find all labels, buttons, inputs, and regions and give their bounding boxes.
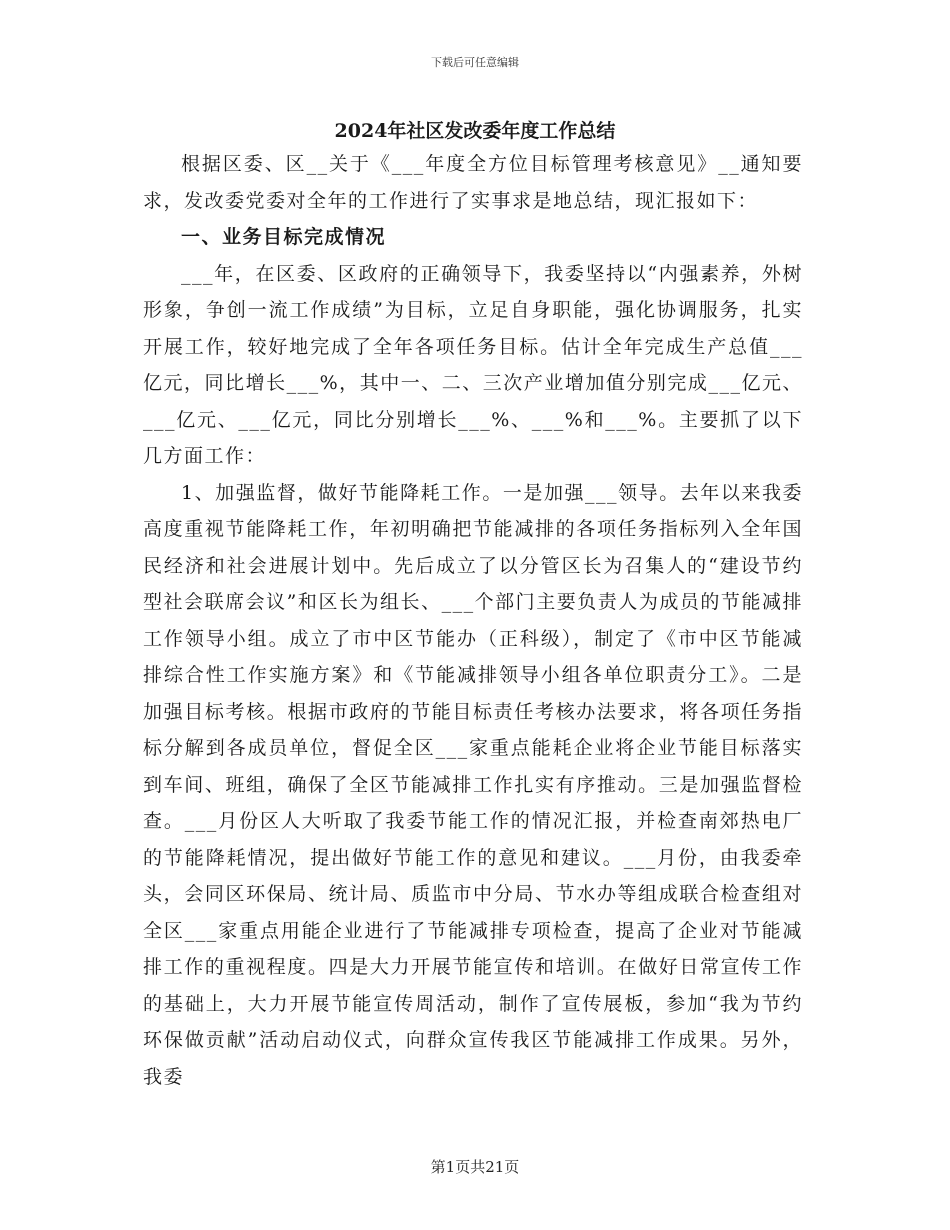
document-title: 2024年社区发改委年度工作总结: [334, 120, 616, 142]
paragraph-goals-summary: ___年，在区委、区政府的正确领导下，我委坚持以“内强素养，外树形象，争创一流工作成绩”为目标，立足自身职能，强化协调服务，扎实开展工作，较好地完成了全年各项任务目标。估计全年完成生产总值___亿元，同比增长___%，其中一、二、三次产业增加值分别完成___亿元、___亿元、___亿元，同比分别增长___%、___%和___%。主要抓了以下几方面工作：: [143, 262, 803, 467]
document-body: [143, 146, 803, 1095]
download-editable-note: 下载后可任意编辑: [431, 56, 519, 69]
paragraph-energy-saving: 1、加强监督，做好节能降耗工作。一是加强___领导。去年以来我委高度重视节能降耗工作，年初明确把节能减排的各项任务指标列入全年国民经济和社会进展计划中。先后成立了以分管区长为召集人的“建设节约型社会联席会议”和区长为组长、___个部门主要负责人为成员的节能减排工作领导小组。成立了市中区节能办（正科级），制定了《市中区节能减排综合性工作实施方案》和《节能减排领导小组各单位职责分工》。二是加强目标考核。根据市政府的节能目标责任考核办法要求，将各项任务指标分解到各成员单位，督促全区___家重点能耗企业将企业节能目标落实到车间、班组，确保了全区节能减排工作扎实有序推动。三是加强监督检查。___月份区人大听取了我委节能工作的情况汇报，并检查南郊热电厂的节能降耗情况，提出做好节能工作的意见和建议。___月份，由我委牵头，会同区环保局、统计局、质监市中分局、节水办等组成联合检查组对全区___家重点用能企业进行了节能减排专项检查，提高了企业对节能减排工作的重视程度。四是大力开展节能宣传和培训。在做好日常宣传工作的基础上，大力开展节能宣传周活动，制作了宣传展板，参加“我为节约环保做贡献”活动启动仪式，向群众宣传我区节能减排工作成果。另外，我委: [143, 481, 803, 1088]
section-heading-business-goals: 一、业务目标完成情况: [181, 226, 387, 248]
intro-paragraph: 根据区委、区__关于《___年度全方位目标管理考核意见》__通知要求，发改委党委对全年的工作进行了实事求是地总结，现汇报如下：: [143, 153, 803, 212]
page-number: 第1页共21页: [430, 1158, 520, 1176]
